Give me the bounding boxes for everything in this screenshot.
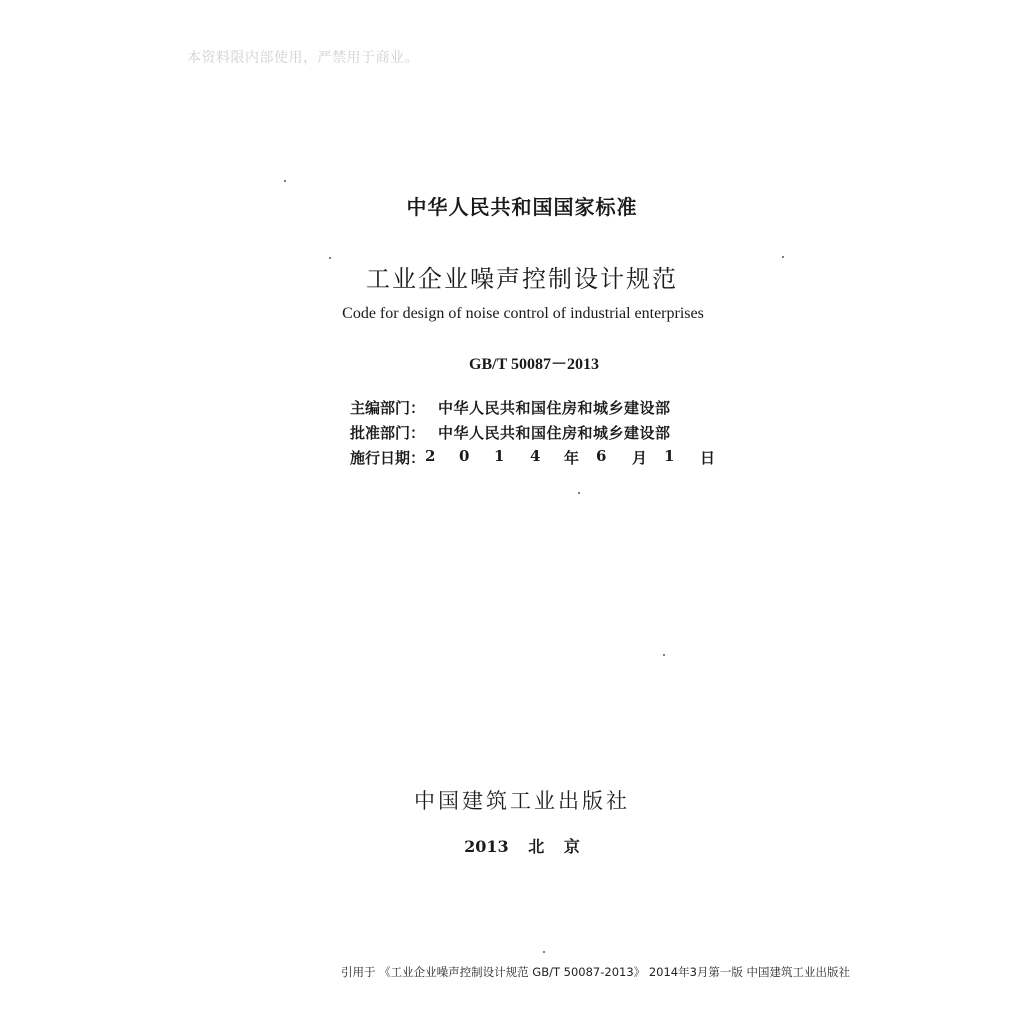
scan-speck xyxy=(543,951,545,953)
scan-speck xyxy=(663,654,665,656)
citation-footer: 引用于 《工业企业噪声控制设计规范 GB/T 50087-2013》 2014年3月第一版 中国建筑工业出版社 xyxy=(341,965,851,979)
editor-row xyxy=(350,395,710,420)
date-year-digit: 0 xyxy=(459,447,470,465)
publisher-name: 中国建筑工业出版社 xyxy=(414,789,630,813)
document-title-english: Code for design of noise control of industrial enterprises xyxy=(342,305,704,322)
date-month-digit: 6 xyxy=(596,447,607,465)
watermark-text: 本资料限内部使用，严禁用于商业。 xyxy=(187,50,419,66)
national-standard-heading: 中华人民共和国国家标准 xyxy=(406,195,638,219)
effective-date-row xyxy=(350,445,716,470)
standard-code: GB/T 50087－2013 xyxy=(469,356,599,373)
effective-date-label: 施行日期： xyxy=(350,449,426,467)
publication-place-year: 2013 北 京 xyxy=(464,837,580,856)
info-block xyxy=(350,395,716,470)
date-month-char: 月 xyxy=(632,449,648,467)
scan-speck xyxy=(578,492,580,494)
date-year-digit: 4 xyxy=(530,447,541,465)
approver-label: 批准部门： xyxy=(350,424,426,442)
date-year-digit: 2 xyxy=(425,447,436,465)
date-year-char: 年 xyxy=(564,449,580,467)
scan-speck xyxy=(782,256,784,258)
document-title-chinese: 工业企业噪声控制设计规范 xyxy=(366,265,678,293)
date-day-digit: 1 xyxy=(664,447,675,465)
date-year-digit: 1 xyxy=(494,447,505,465)
date-day-char: 日 xyxy=(700,449,716,467)
approver-row xyxy=(350,420,710,445)
scan-speck xyxy=(329,257,331,259)
scan-speck xyxy=(284,180,286,182)
effective-date-value xyxy=(425,447,730,468)
editor-value: 中华人民共和国住房和城乡建设部 xyxy=(438,399,671,417)
approver-value: 中华人民共和国住房和城乡建设部 xyxy=(438,424,671,442)
editor-label: 主编部门： xyxy=(350,399,426,417)
